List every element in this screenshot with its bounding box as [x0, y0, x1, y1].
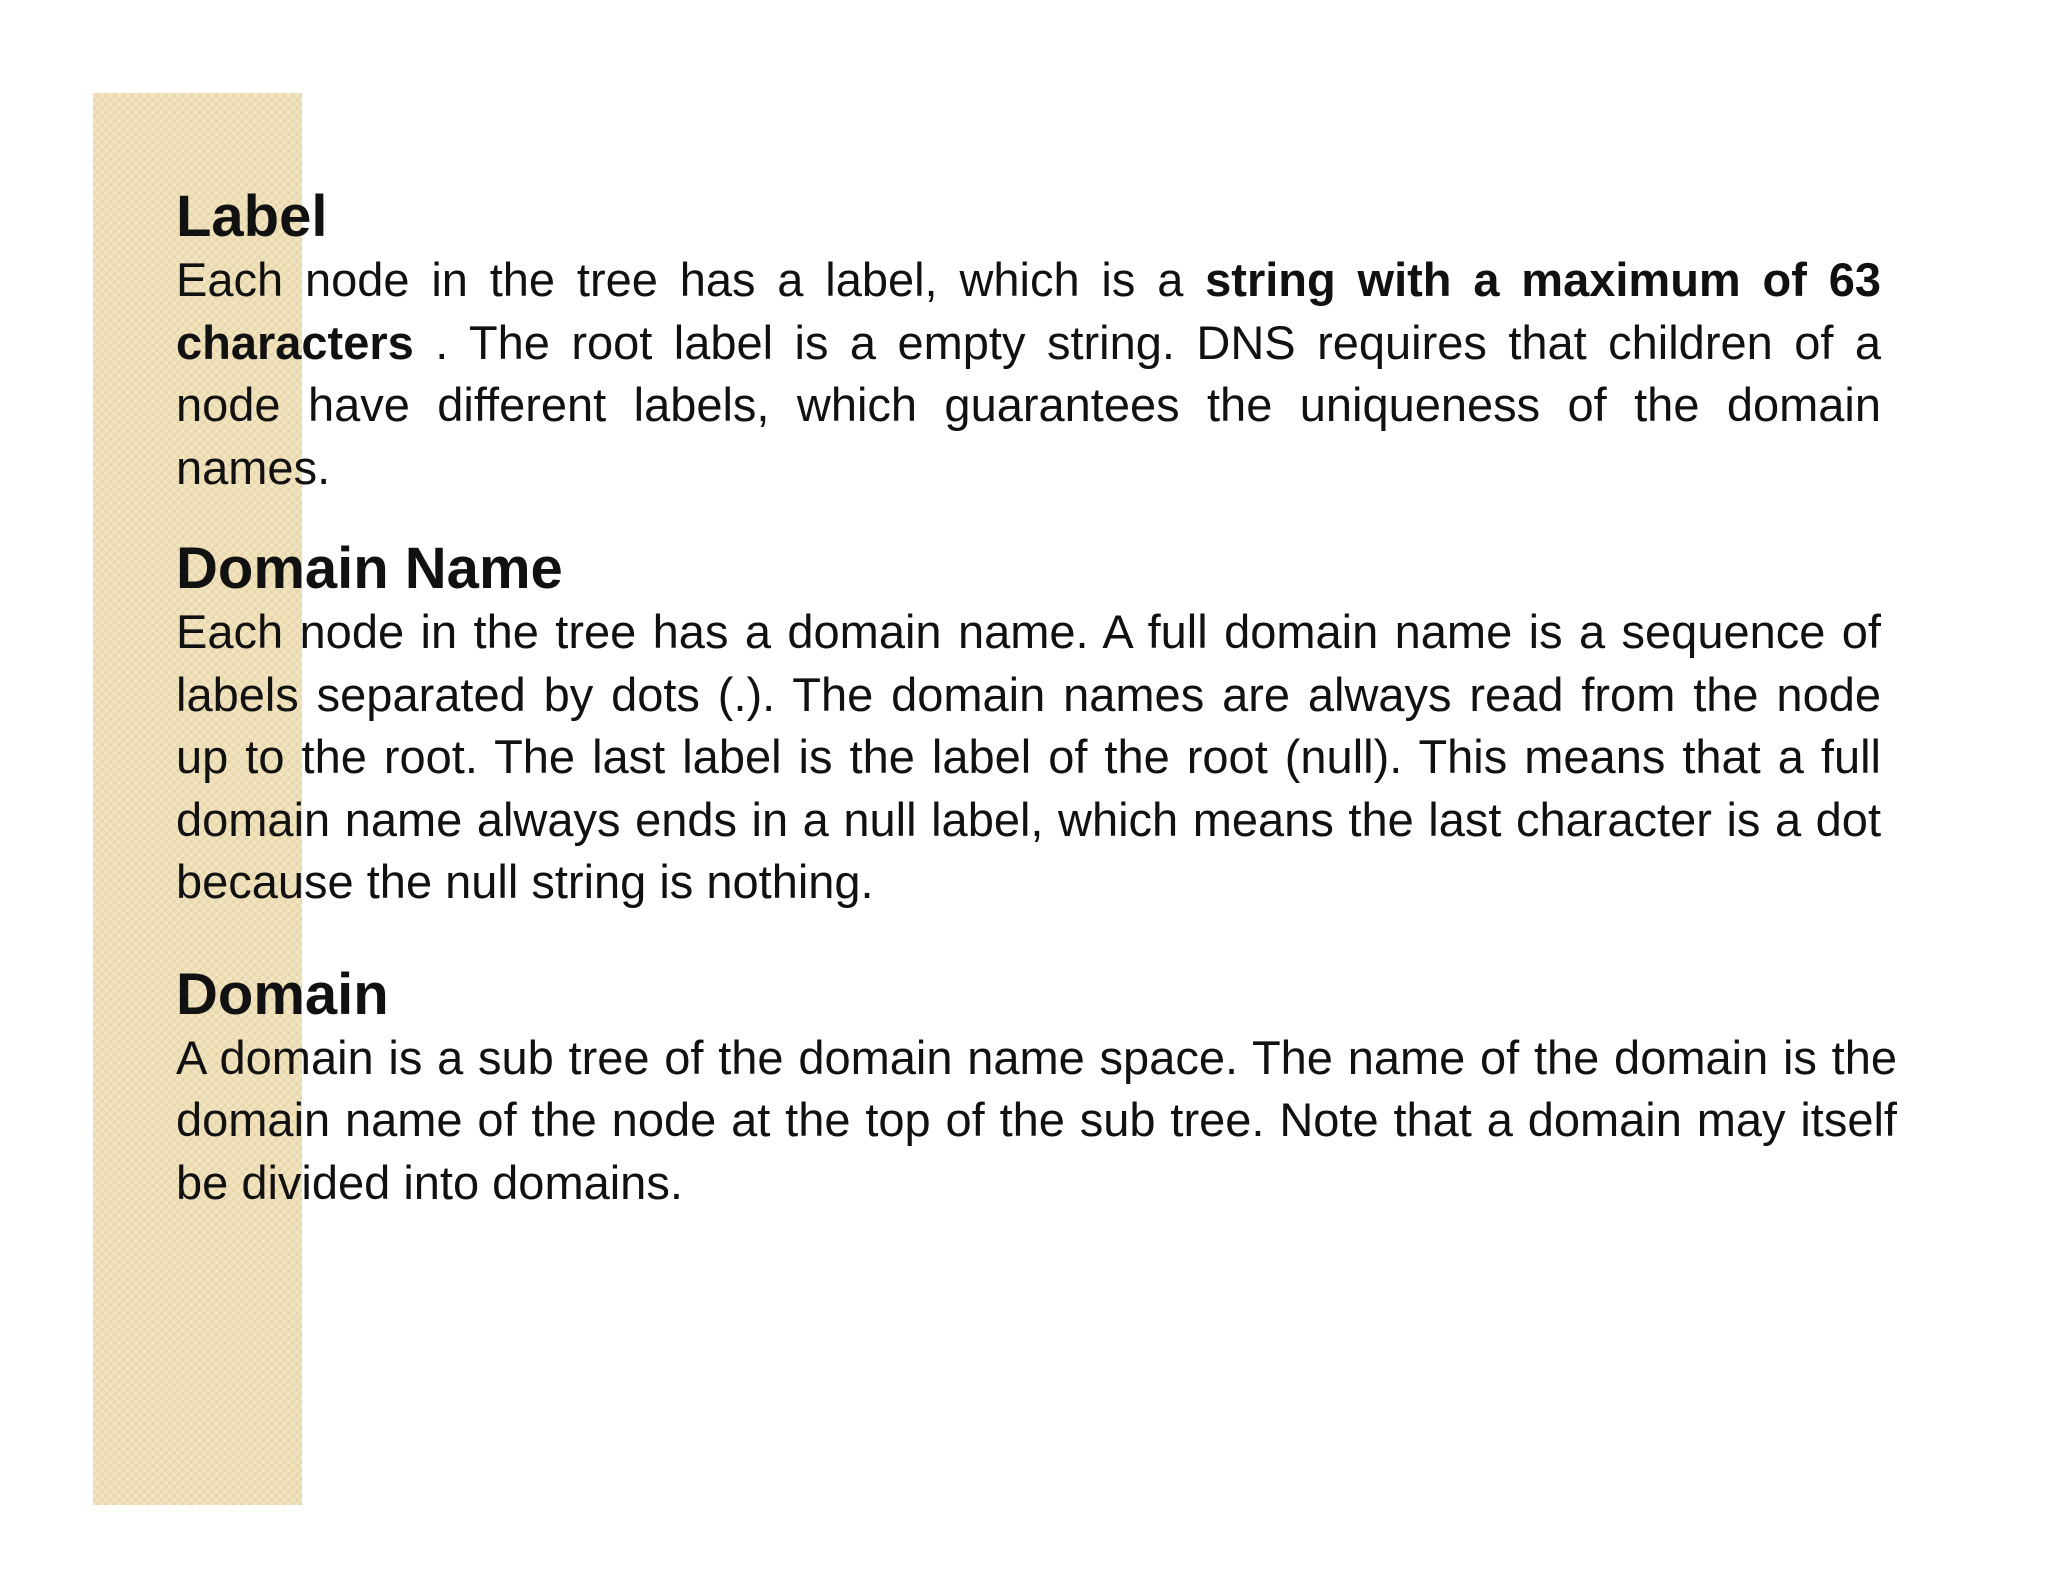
slide-content — [176, 184, 1897, 1214]
section-body-domain-name: Each node in the tree has a domain name. A full domain name is a sequence of labels separated by dots (.). The domain names are always read from the node up to the root. The last label is the label of the root (null). This means that a full domain name always ends in a null label, which means the last character is a dot because the null string is nothing. — [176, 605, 1881, 908]
section-body-domain: A domain is a sub tree of the domain name space. The name of the domain is the domain name of the node at the top of the sub tree. Note that a domain may itself be divided into domains. — [176, 1030, 1897, 1209]
section-body-label — [176, 249, 1881, 499]
section-title-domain: Domain — [176, 961, 389, 1027]
section-title-label: Label — [176, 184, 328, 249]
body-text: . The root label is a empty string. DNS requires that children of a node have different labels, which guarantees the uniqueness of the domain names. — [176, 315, 1881, 494]
section-title-domain-name: Domain Name — [176, 536, 563, 601]
section-domain — [176, 961, 1897, 1215]
body-text-bold: string with a maximum of 63 characters — [176, 253, 1881, 369]
section-label — [176, 185, 1881, 499]
body-text: Each node in the tree has a label, which is a — [176, 253, 1206, 306]
section-domain-name — [176, 537, 1881, 914]
